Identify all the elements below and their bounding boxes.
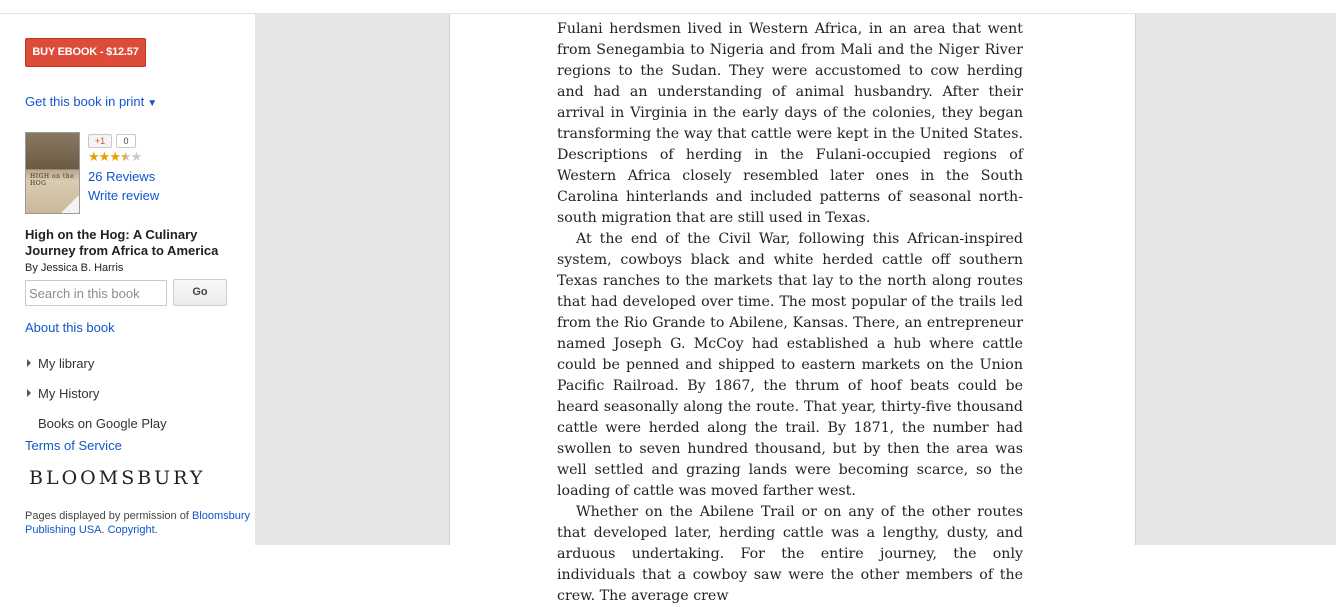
- about-this-book-link[interactable]: About this book: [25, 320, 115, 335]
- gplus-label: +1: [94, 136, 106, 146]
- print-link-label: Get this book in print: [25, 94, 145, 109]
- books-on-google-play-link[interactable]: Books on Google Play: [38, 416, 167, 431]
- star-empty-icon: ★: [130, 149, 142, 164]
- star-full-icon: ★: [98, 149, 110, 164]
- book-viewer[interactable]: [255, 14, 1336, 604]
- star-half-icon: ★: [119, 149, 131, 164]
- star-rating: [88, 150, 141, 164]
- terms-of-service-link[interactable]: Terms of Service: [25, 438, 122, 453]
- book-author: By Jessica B. Harris: [25, 262, 124, 274]
- book-page: [449, 14, 1136, 604]
- plus-one-count: 0: [116, 134, 136, 148]
- permission-prefix: Pages displayed by permission of: [25, 510, 189, 522]
- star-full-icon: ★: [88, 149, 99, 164]
- page-curl-icon: [61, 195, 79, 213]
- dropdown-triangle-icon: ▼: [147, 98, 158, 109]
- my-history-label: My History: [38, 386, 100, 401]
- write-review-link[interactable]: Write review: [88, 188, 160, 203]
- book-cover-thumbnail[interactable]: [25, 132, 80, 214]
- google-plus-one-button[interactable]: [88, 134, 112, 148]
- search-go-button[interactable]: Go: [173, 279, 227, 306]
- star-full-icon: ★: [109, 149, 120, 164]
- cover-title-text: HIGH on the HOG: [30, 173, 75, 187]
- page-paragraph: Whether on the Abilene Trail or on any of the other routes that developed later, herding cattle was a lengthy, dusty, and arduous undertaking. For the entire journey, the only individuals that a cowboy saw were the other members of the crew. The average crew: [557, 504, 1023, 604]
- permission-notice: [25, 509, 253, 537]
- copyright-link[interactable]: Copyright: [107, 524, 155, 536]
- book-sidebar: [0, 14, 255, 545]
- my-history-item[interactable]: [27, 386, 99, 401]
- my-library-item[interactable]: [27, 356, 94, 371]
- publisher-logo: BLOOMSBURY: [29, 467, 206, 489]
- reviews-link[interactable]: 26 Reviews: [88, 169, 156, 184]
- book-title: High on the Hog: A Culinary Journey from Africa to America: [25, 227, 219, 258]
- page-text: [557, 19, 1023, 607]
- page-paragraph: Fulani herdsmen lived in Western Africa, in an area that went from Senegambia to Nigeria and from Mali and the Niger River regions to the Sudan. They were accustomed to cow herding and had an understanding of animal husbandry. After their arrival in Virginia in the early days of the colonies, they began transforming the way that cattle were kept in the United States. Descriptions of herding in the Fulani-occupied regions of Western Africa closely resembled later ones in the South Carolina hinterlands and included patterns of seasonal north-south migration that are still used in Texas.: [557, 21, 1023, 226]
- search-in-book-input[interactable]: [25, 280, 167, 306]
- expand-arrow-icon: [27, 359, 31, 367]
- get-book-in-print-link[interactable]: [25, 94, 157, 109]
- page-paragraph: At the end of the Civil War, following this African-inspired system, cowboys black and white herded cattle off southern Texas ranches to the markets that lay to the north along routes that had developed over time. The most popular of the trails led from the Rio Grande to Abilene, Kansas. There, an entrepreneur named Joseph G. McCoy had established a hub where cattle could be penned and shipped to eastern markets on the Union Pacific Railroad. By 1867, the thrum of hoof beats could be heard seasonally along the route. That year, thirty-five thousand cattle were herded along the trail. By 1871, the number had swollen to seven hundred thousand, but by then the area was well settled and grazing lands were becoming scarce, so the loading of cattle was moved farther west.: [557, 231, 1023, 499]
- permission-suffix: .: [101, 524, 105, 536]
- copyright-suffix: .: [154, 524, 158, 536]
- buy-ebook-button[interactable]: BUY EBOOK - $12.57: [25, 38, 146, 67]
- publisher-link[interactable]: Bloomsbury Publishing USA: [25, 510, 251, 536]
- my-library-label: My library: [38, 356, 95, 371]
- expand-arrow-icon: [27, 389, 31, 397]
